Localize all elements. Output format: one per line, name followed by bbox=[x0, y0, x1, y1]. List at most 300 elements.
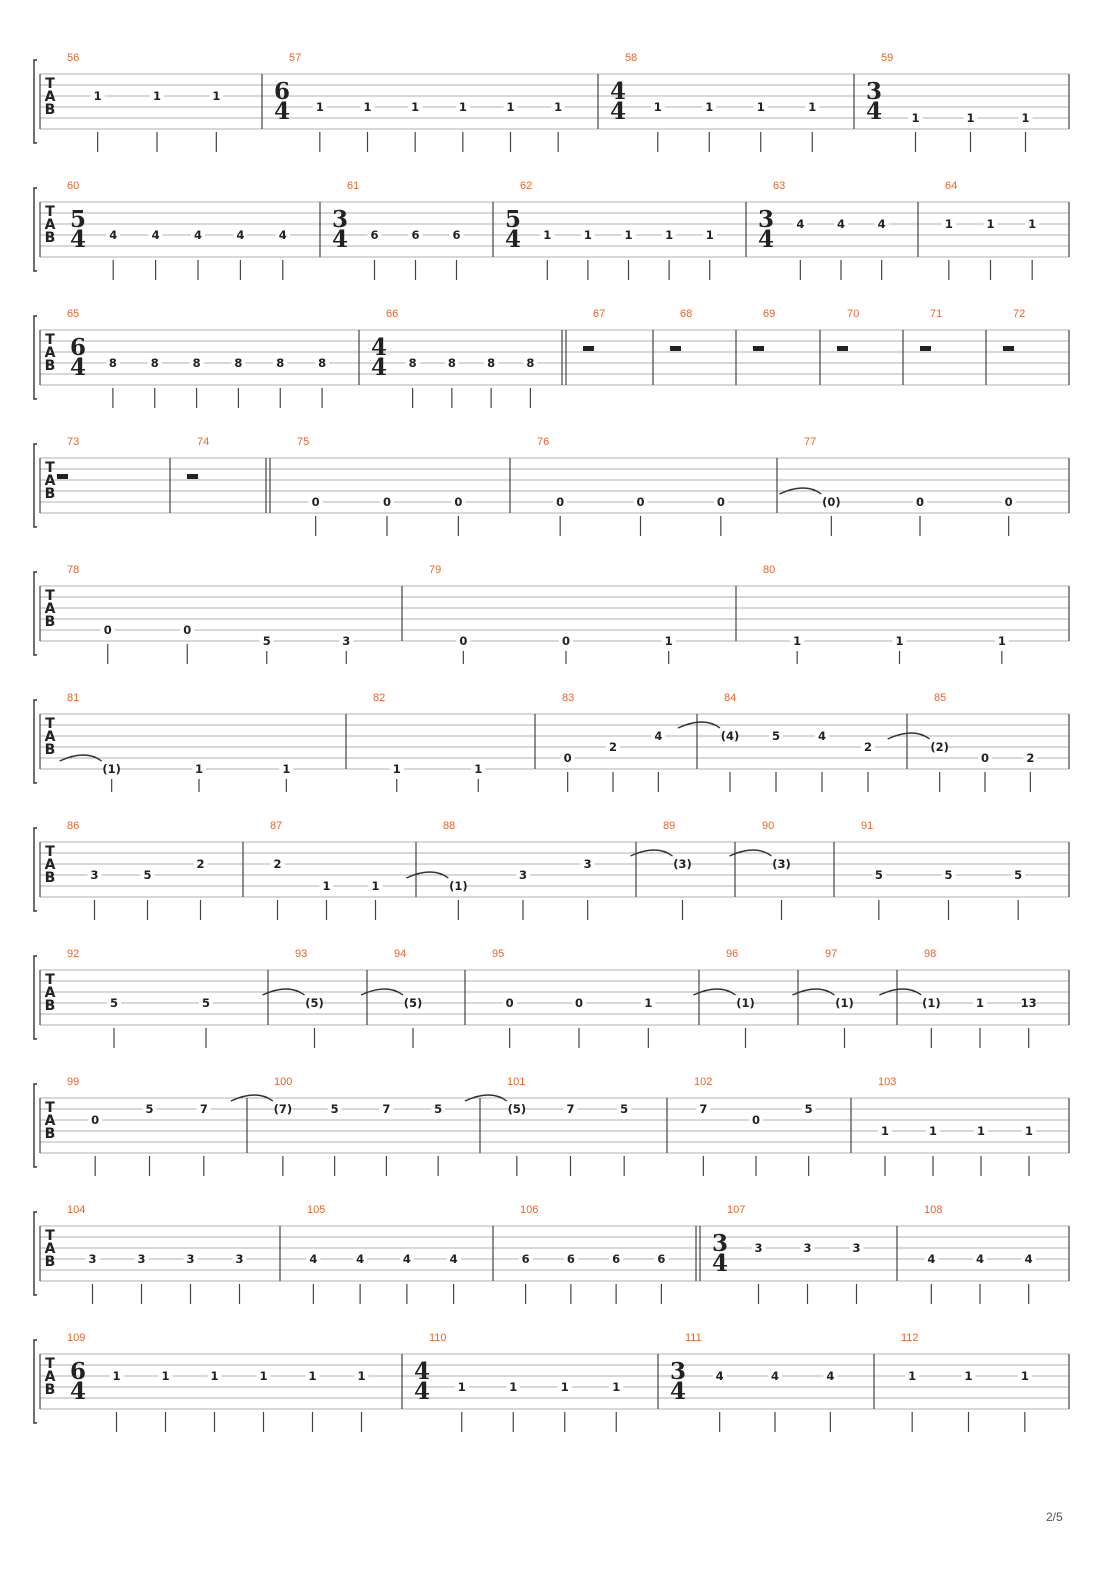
fret-number: (1) bbox=[922, 996, 941, 1010]
time-signature-bottom: 4 bbox=[69, 1378, 87, 1405]
measure-number: 86 bbox=[67, 820, 80, 832]
measure bbox=[861, 820, 1025, 920]
fret-number: 1 bbox=[705, 100, 714, 114]
measure-number: 65 bbox=[67, 308, 80, 320]
fret-number: (3) bbox=[673, 857, 692, 871]
measure bbox=[758, 180, 889, 280]
half-rest bbox=[837, 346, 848, 351]
measure-number: 59 bbox=[881, 52, 894, 64]
time-signature-bottom: 4 bbox=[69, 354, 87, 381]
time-signature-top: 3 bbox=[711, 1230, 729, 1257]
tab-clef-letter: T bbox=[45, 204, 55, 220]
time-signature-top: 3 bbox=[757, 206, 775, 233]
time-signature-bottom: 4 bbox=[69, 226, 87, 253]
half-rest bbox=[583, 346, 594, 351]
fret-number: 4 bbox=[1024, 1252, 1033, 1266]
fret-number: 2 bbox=[196, 857, 205, 871]
measure-number: 92 bbox=[67, 948, 80, 960]
tab-clef-letter: T bbox=[45, 716, 55, 732]
tab-clef-letter: A bbox=[44, 217, 56, 233]
measure-number: 91 bbox=[861, 820, 874, 832]
fret-number: 0 bbox=[459, 634, 468, 648]
measure-number: 78 bbox=[67, 564, 80, 576]
measure bbox=[924, 1204, 1036, 1304]
fret-number: 7 bbox=[382, 1102, 391, 1116]
measure-number: 60 bbox=[67, 180, 80, 192]
measure-number: 104 bbox=[67, 1204, 86, 1216]
measure bbox=[373, 692, 485, 792]
fret-number: 7 bbox=[566, 1102, 575, 1116]
measure-number: 67 bbox=[593, 308, 606, 320]
measure-number: 73 bbox=[67, 436, 80, 448]
tab-clef-letter: B bbox=[44, 742, 56, 758]
fret-number: 4 bbox=[193, 228, 203, 242]
fret-number: (5) bbox=[403, 996, 423, 1010]
measure-number: 105 bbox=[307, 1204, 326, 1216]
measure-number: 69 bbox=[763, 308, 776, 320]
measure bbox=[67, 564, 353, 664]
staff-system bbox=[34, 52, 1069, 152]
measure-number: 102 bbox=[694, 1076, 713, 1088]
time-signature-top: 6 bbox=[69, 334, 87, 361]
half-rest bbox=[753, 346, 764, 351]
tab-clef-letter: A bbox=[44, 857, 56, 873]
system-bracket bbox=[34, 316, 37, 399]
tab-clef-letter: A bbox=[44, 601, 56, 617]
fret-number: 4 bbox=[356, 1252, 365, 1266]
fret-number: 8 bbox=[318, 356, 327, 370]
system-bracket bbox=[34, 956, 37, 1039]
measure bbox=[465, 1076, 631, 1176]
measure bbox=[779, 436, 1015, 536]
fret-number: 1 bbox=[665, 228, 674, 242]
fret-number: 1 bbox=[474, 762, 483, 776]
time-signature-bottom: 4 bbox=[413, 1378, 431, 1405]
fret-number: 5 bbox=[944, 868, 953, 882]
system-bracket bbox=[34, 188, 37, 271]
fret-number: 8 bbox=[276, 356, 285, 370]
fret-number: 1 bbox=[624, 228, 633, 242]
measure-number: 61 bbox=[347, 180, 360, 192]
fret-number: 1 bbox=[194, 762, 204, 776]
fret-number: (4) bbox=[720, 729, 740, 743]
time-signature-top: 3 bbox=[865, 78, 883, 105]
fret-number: (5) bbox=[507, 1102, 527, 1116]
fret-number: 1 bbox=[653, 100, 662, 114]
fret-number: (7) bbox=[273, 1102, 293, 1116]
fret-number: 1 bbox=[210, 1369, 219, 1383]
fret-number: 1 bbox=[583, 228, 592, 242]
fret-number: 1 bbox=[986, 217, 995, 231]
measure-number: 71 bbox=[930, 308, 943, 320]
fret-number: 6 bbox=[521, 1252, 530, 1266]
fret-number: 0 bbox=[382, 495, 392, 509]
measure bbox=[429, 564, 676, 664]
fret-number: 4 bbox=[715, 1369, 724, 1383]
half-rest bbox=[1003, 346, 1014, 351]
tab-clef-letter: T bbox=[45, 460, 55, 476]
fret-number: 4 bbox=[109, 228, 118, 242]
fret-number: 3 bbox=[852, 1241, 861, 1255]
measure-number: 72 bbox=[1013, 308, 1026, 320]
staff-system bbox=[34, 692, 1069, 792]
fret-number: 0 bbox=[563, 751, 572, 765]
fret-number: 1 bbox=[911, 111, 920, 125]
measure-number: 63 bbox=[773, 180, 786, 192]
fret-number: 4 bbox=[449, 1252, 458, 1266]
fret-number: 3 bbox=[137, 1252, 146, 1266]
fret-number: 1 bbox=[259, 1369, 268, 1383]
fret-number: 4 bbox=[826, 1369, 835, 1383]
measure bbox=[901, 1332, 1032, 1432]
fret-number: 0 bbox=[915, 495, 925, 509]
measure-number: 109 bbox=[67, 1332, 86, 1344]
time-signature-bottom: 4 bbox=[609, 98, 627, 125]
measure-number: 108 bbox=[924, 1204, 943, 1216]
fret-number: 1 bbox=[458, 100, 467, 114]
measure bbox=[866, 52, 1033, 152]
staff-system bbox=[34, 436, 1069, 536]
fret-number: 6 bbox=[452, 228, 461, 242]
measure bbox=[942, 180, 1039, 280]
fret-number: 3 bbox=[754, 1241, 763, 1255]
fret-number: 4 bbox=[770, 1369, 780, 1383]
tab-clef-letter: B bbox=[44, 1254, 56, 1270]
measure-number: 89 bbox=[663, 820, 676, 832]
fret-number: 4 bbox=[975, 1252, 985, 1266]
fret-number: 0 bbox=[574, 996, 584, 1010]
fret-number: 4 bbox=[236, 228, 245, 242]
fret-number: 3 bbox=[235, 1252, 244, 1266]
measure-number: 111 bbox=[685, 1332, 702, 1344]
fret-number: 7 bbox=[199, 1102, 208, 1116]
fret-number: 4 bbox=[309, 1252, 318, 1266]
half-rest bbox=[920, 346, 931, 351]
fret-number: 1 bbox=[944, 217, 953, 231]
fret-number: 4 bbox=[151, 228, 160, 242]
measure bbox=[67, 1076, 211, 1176]
fret-number: 8 bbox=[447, 356, 456, 370]
tab-clef-letter: A bbox=[44, 89, 56, 105]
fret-number: 4 bbox=[836, 217, 846, 231]
measure bbox=[67, 308, 329, 408]
fret-number: 4 bbox=[654, 729, 663, 743]
fret-number: 5 bbox=[262, 634, 271, 648]
measure-number: 96 bbox=[726, 948, 739, 960]
measure-number: 64 bbox=[945, 180, 958, 192]
fret-number: 1 bbox=[392, 762, 401, 776]
fret-number: 0 bbox=[103, 623, 112, 637]
time-signature-top: 5 bbox=[504, 206, 522, 233]
fret-number: (1) bbox=[449, 879, 468, 893]
fret-number: 1 bbox=[411, 100, 420, 114]
measure bbox=[631, 820, 692, 920]
time-signature-bottom: 4 bbox=[504, 226, 522, 253]
tab-clef-letter: B bbox=[44, 998, 56, 1014]
time-signature-top: 6 bbox=[273, 78, 291, 105]
fret-number: 5 bbox=[771, 729, 781, 743]
time-signature-top: 5 bbox=[69, 206, 87, 233]
staff-system bbox=[34, 1076, 1069, 1176]
fret-number: 1 bbox=[212, 89, 221, 103]
time-signature-top: 3 bbox=[669, 1358, 687, 1385]
measure-number: 107 bbox=[727, 1204, 746, 1216]
measure bbox=[492, 948, 655, 1048]
measure-number: 74 bbox=[197, 436, 210, 448]
measure bbox=[332, 180, 464, 280]
tab-clef-letter: B bbox=[44, 230, 56, 246]
system-bracket bbox=[34, 60, 37, 143]
fret-number: 5 bbox=[434, 1102, 443, 1116]
fret-number: 0 bbox=[91, 1113, 100, 1127]
fret-number: 8 bbox=[234, 356, 243, 370]
staff-system bbox=[34, 1204, 1069, 1304]
fret-number: 4 bbox=[877, 217, 886, 231]
fret-number: 1 bbox=[506, 100, 515, 114]
fret-number: 0 bbox=[716, 495, 725, 509]
measure bbox=[561, 692, 666, 792]
measure-number: 99 bbox=[67, 1076, 80, 1088]
measure bbox=[793, 948, 854, 1048]
fret-number: 3 bbox=[90, 868, 99, 882]
fret-number: (5) bbox=[305, 996, 324, 1010]
measure bbox=[712, 1204, 864, 1304]
fret-number: 0 bbox=[556, 495, 565, 509]
time-signature-bottom: 4 bbox=[331, 226, 349, 253]
tab-clef-letter: B bbox=[44, 1382, 56, 1398]
measure-number: 112 bbox=[901, 1332, 919, 1344]
fret-number: 3 bbox=[342, 634, 351, 648]
tab-clef-letter: B bbox=[44, 870, 56, 886]
fret-number: 4 bbox=[278, 228, 287, 242]
time-signature-bottom: 4 bbox=[273, 98, 291, 125]
measure-number: 82 bbox=[373, 692, 386, 704]
fret-number: 7 bbox=[699, 1102, 708, 1116]
fret-number: 0 bbox=[751, 1113, 761, 1127]
measure bbox=[306, 1204, 460, 1304]
fret-number: (1) bbox=[736, 996, 755, 1010]
fret-number: 1 bbox=[612, 1380, 621, 1394]
fret-number: 1 bbox=[112, 1369, 121, 1383]
tab-clef-letter: B bbox=[44, 1126, 56, 1142]
half-rest bbox=[57, 474, 68, 479]
measure-number: 83 bbox=[562, 692, 575, 704]
fret-number: 1 bbox=[793, 634, 802, 648]
time-signature-bottom: 4 bbox=[669, 1378, 687, 1405]
fret-number: 1 bbox=[664, 634, 673, 648]
fret-number: 6 bbox=[370, 228, 379, 242]
tab-clef-letter: B bbox=[44, 102, 56, 118]
fret-number: 1 bbox=[966, 111, 975, 125]
fret-number: 1 bbox=[322, 879, 331, 893]
system-bracket bbox=[34, 1084, 37, 1167]
fret-number: 1 bbox=[705, 228, 714, 242]
fret-number: (2) bbox=[930, 740, 949, 754]
measure-number: 97 bbox=[825, 948, 838, 960]
measure-number: 93 bbox=[295, 948, 308, 960]
measure bbox=[730, 820, 791, 920]
fret-number: 6 bbox=[657, 1252, 666, 1266]
measure bbox=[67, 948, 213, 1048]
tab-clef-letter: A bbox=[44, 1113, 56, 1129]
system-bracket bbox=[34, 444, 37, 527]
fret-number: 3 bbox=[88, 1252, 97, 1266]
fret-number: 0 bbox=[980, 751, 990, 765]
fret-number: 1 bbox=[756, 100, 765, 114]
measure-number: 68 bbox=[680, 308, 693, 320]
measure bbox=[878, 1076, 1036, 1176]
measure-number: 80 bbox=[763, 564, 776, 576]
fret-number: 0 bbox=[183, 623, 192, 637]
half-rest bbox=[187, 474, 198, 479]
measure-number: 98 bbox=[924, 948, 937, 960]
time-signature-top: 4 bbox=[413, 1358, 431, 1385]
fret-number: 5 bbox=[804, 1102, 813, 1116]
time-signature-bottom: 4 bbox=[370, 354, 388, 381]
measure-number: 56 bbox=[67, 52, 80, 64]
fret-number: 1 bbox=[282, 762, 291, 776]
fret-number: 1 bbox=[976, 1124, 986, 1138]
measure bbox=[67, 820, 208, 920]
fret-number: 1 bbox=[1020, 1369, 1029, 1383]
staff-system bbox=[34, 180, 1069, 280]
measure-number: 84 bbox=[724, 692, 737, 704]
system-bracket bbox=[34, 828, 37, 911]
measure bbox=[537, 436, 728, 536]
fret-number: (1) bbox=[102, 762, 121, 776]
measure-number: 87 bbox=[270, 820, 283, 832]
fret-number: 3 bbox=[518, 868, 528, 882]
measure-number: 57 bbox=[289, 52, 302, 64]
fret-number: 5 bbox=[109, 996, 119, 1010]
measure-number: 70 bbox=[847, 308, 860, 320]
fret-number: 1 bbox=[509, 1380, 518, 1394]
measure bbox=[60, 692, 294, 792]
measure bbox=[888, 692, 1038, 792]
measure-number: 58 bbox=[625, 52, 638, 64]
staff-system bbox=[34, 308, 1069, 408]
system-bracket bbox=[34, 1340, 37, 1423]
fret-number: 0 bbox=[561, 634, 571, 648]
fret-number: 4 bbox=[402, 1252, 411, 1266]
time-signature-top: 4 bbox=[370, 334, 388, 361]
measure bbox=[371, 308, 537, 408]
fret-number: 5 bbox=[874, 868, 883, 882]
measure bbox=[67, 1204, 247, 1304]
fret-number: 1 bbox=[975, 996, 985, 1010]
fret-number: 2 bbox=[863, 740, 873, 754]
measure-number: 110 bbox=[429, 1332, 447, 1344]
measure bbox=[694, 1076, 816, 1176]
time-signature-bottom: 4 bbox=[865, 98, 883, 125]
fret-number: (3) bbox=[772, 857, 791, 871]
tab-clef-letter: A bbox=[44, 1369, 56, 1385]
fret-number: 0 bbox=[1004, 495, 1013, 509]
time-signature-bottom: 4 bbox=[711, 1250, 729, 1277]
fret-number: 1 bbox=[928, 1124, 938, 1138]
measure-number: 88 bbox=[443, 820, 456, 832]
fret-number: 2 bbox=[1026, 751, 1035, 765]
fret-number: 3 bbox=[803, 1241, 812, 1255]
staff-system bbox=[34, 820, 1069, 920]
fret-number: 5 bbox=[143, 868, 152, 882]
fret-number: 1 bbox=[964, 1369, 973, 1383]
fret-number: 0 bbox=[636, 495, 645, 509]
fret-number: 5 bbox=[330, 1102, 339, 1116]
fret-number: 3 bbox=[583, 857, 592, 871]
tab-clef-letter: A bbox=[44, 985, 56, 1001]
fret-number: 4 bbox=[796, 217, 805, 231]
measure-number: 101 bbox=[507, 1076, 526, 1088]
fret-number: 5 bbox=[145, 1102, 154, 1116]
fret-number: 1 bbox=[357, 1369, 366, 1383]
measure bbox=[414, 1332, 623, 1432]
measure bbox=[297, 436, 465, 536]
measure-number: 81 bbox=[67, 692, 80, 704]
fret-number: 1 bbox=[152, 89, 162, 103]
fret-number: 0 bbox=[454, 495, 463, 509]
measure-number: 85 bbox=[934, 692, 947, 704]
fret-number: 1 bbox=[457, 1380, 466, 1394]
measure-number: 95 bbox=[492, 948, 505, 960]
tab-clef-letter: T bbox=[45, 76, 55, 92]
measure bbox=[231, 1076, 445, 1176]
tab-clef-letter: A bbox=[44, 473, 56, 489]
measure bbox=[519, 1204, 669, 1304]
fret-number: 6 bbox=[566, 1252, 575, 1266]
fret-number: 8 bbox=[192, 356, 201, 370]
tab-clef-letter: T bbox=[45, 332, 55, 348]
fret-number: 8 bbox=[150, 356, 159, 370]
measure bbox=[67, 52, 223, 152]
measure bbox=[678, 692, 875, 792]
fret-number: 1 bbox=[543, 228, 552, 242]
tab-clef-letter: A bbox=[44, 1241, 56, 1257]
fret-number: 1 bbox=[908, 1369, 917, 1383]
fret-number: 2 bbox=[273, 857, 282, 871]
measure bbox=[274, 52, 565, 152]
fret-number: 1 bbox=[880, 1124, 890, 1138]
tab-clef-letter: A bbox=[44, 345, 56, 361]
time-signature-bottom: 4 bbox=[757, 226, 775, 253]
measure-number: 100 bbox=[274, 1076, 293, 1088]
measure-number: 77 bbox=[804, 436, 817, 448]
fret-number: 1 bbox=[315, 100, 324, 114]
measure bbox=[505, 180, 717, 280]
fret-number: 3 bbox=[186, 1252, 195, 1266]
time-signature-top: 6 bbox=[69, 1358, 87, 1385]
measure bbox=[361, 948, 422, 1048]
fret-number: 4 bbox=[927, 1252, 936, 1266]
fret-number: 1 bbox=[1024, 1124, 1034, 1138]
measure-number: 62 bbox=[520, 180, 533, 192]
measure-number: 94 bbox=[394, 948, 407, 960]
fret-number: 1 bbox=[554, 100, 563, 114]
tab-clef-letter: A bbox=[44, 729, 56, 745]
measure bbox=[67, 1332, 369, 1432]
time-signature-top: 4 bbox=[609, 78, 627, 105]
tab-clef-letter: T bbox=[45, 844, 55, 860]
fret-number: 4 bbox=[817, 729, 827, 743]
fret-number: 1 bbox=[997, 634, 1006, 648]
page-number: 2/5 bbox=[1046, 1510, 1063, 1524]
fret-number: 1 bbox=[308, 1369, 317, 1383]
measure bbox=[406, 820, 594, 920]
measure bbox=[610, 52, 819, 152]
fret-number: 1 bbox=[371, 879, 380, 893]
fret-number: 5 bbox=[201, 996, 211, 1010]
staff-system bbox=[34, 1332, 1069, 1432]
